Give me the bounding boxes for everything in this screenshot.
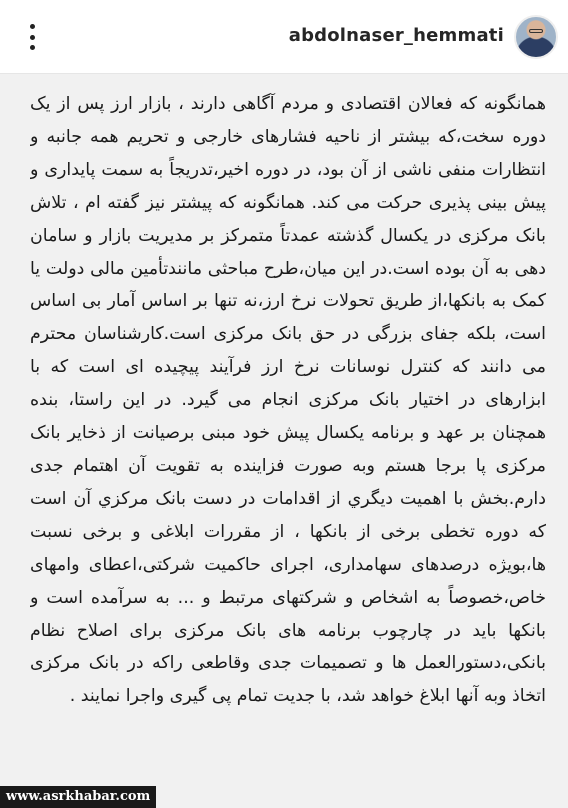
- post-text: همانگونه که فعالان اقتصادی و مردم آگاهی دارند ، بازار ارز پس از یک دوره سخت،که بیشتر از ناحیه فشارهای خارجی و تحریم همه جانبه و انتظارات منفی ناشی از آن بود، در دوره اخیر،تدریجاً به سمت پایداری و پیش بینی پذیری حرکت می کند. همانگونه که پیشتر نیز گفته ام ، تلاش بانک مرکزی در یکسال گذشته عمدتاً متمرکز بر مدیریت بازار و سامان دهی به آن بوده است.در این میان،طرح مباحثی مانندتأمین مالی دولت یا کمک به بانکها،از طریق تحولات نرخ ارز،نه تنها بر اساس آمار بی اساس است، بلکه جفای بزرگی در حق بانک مرکزی است.کارشناسان محترم می دانند که کنترل نوسانات نرخ ارز فرآیند پیچیده ای است که با ابزارهای در اختیار بانک مرکزی انجام می گیرد. در این راستا، بنده همچنان بر عهد و برنامه یکسال پیش خود مبنی برصیانت از ذخایر بانک مرکزی پا برجا هستم وبه صورت فزاینده به تقویت آن اهتمام جدی دارم.بخش با اهمیت دیگري از اقدامات در دست بانک مرکزي آن است که دوره تخطی برخی از بانکها ، از مقررات ابلاغی و برخی نسبت ها،بویژه درصدهای سهامداری، اجرای حاکمیت شرکتی،اعطای وامهای خاص،خصوصاً به اشخاص و شرکتهای مرتبط و ... به سرآمده است و بانکها باید در چارچوب برنامه های بانک مرکزی برای اصلاح نظام بانکی،دستورالعمل ها و تصمیمات جدی وقاطعی راکه در بانک مرکزی اتخاذ وبه آنها ابلاغ خواهد شد، با جدیت تمام پی گیری واجرا نمایند .: [30, 94, 546, 707]
- avatar[interactable]: [514, 15, 558, 59]
- dot: [30, 35, 35, 40]
- dot: [30, 24, 35, 29]
- avatar-glasses: [529, 29, 543, 33]
- username-link[interactable]: abdolnaser_hemmati: [288, 25, 504, 46]
- dot: [30, 45, 35, 50]
- post-content: [0, 74, 568, 808]
- watermark: www.asrkhabar.com: [0, 786, 156, 808]
- post-header: [0, 0, 568, 74]
- more-options-icon[interactable]: [22, 20, 42, 54]
